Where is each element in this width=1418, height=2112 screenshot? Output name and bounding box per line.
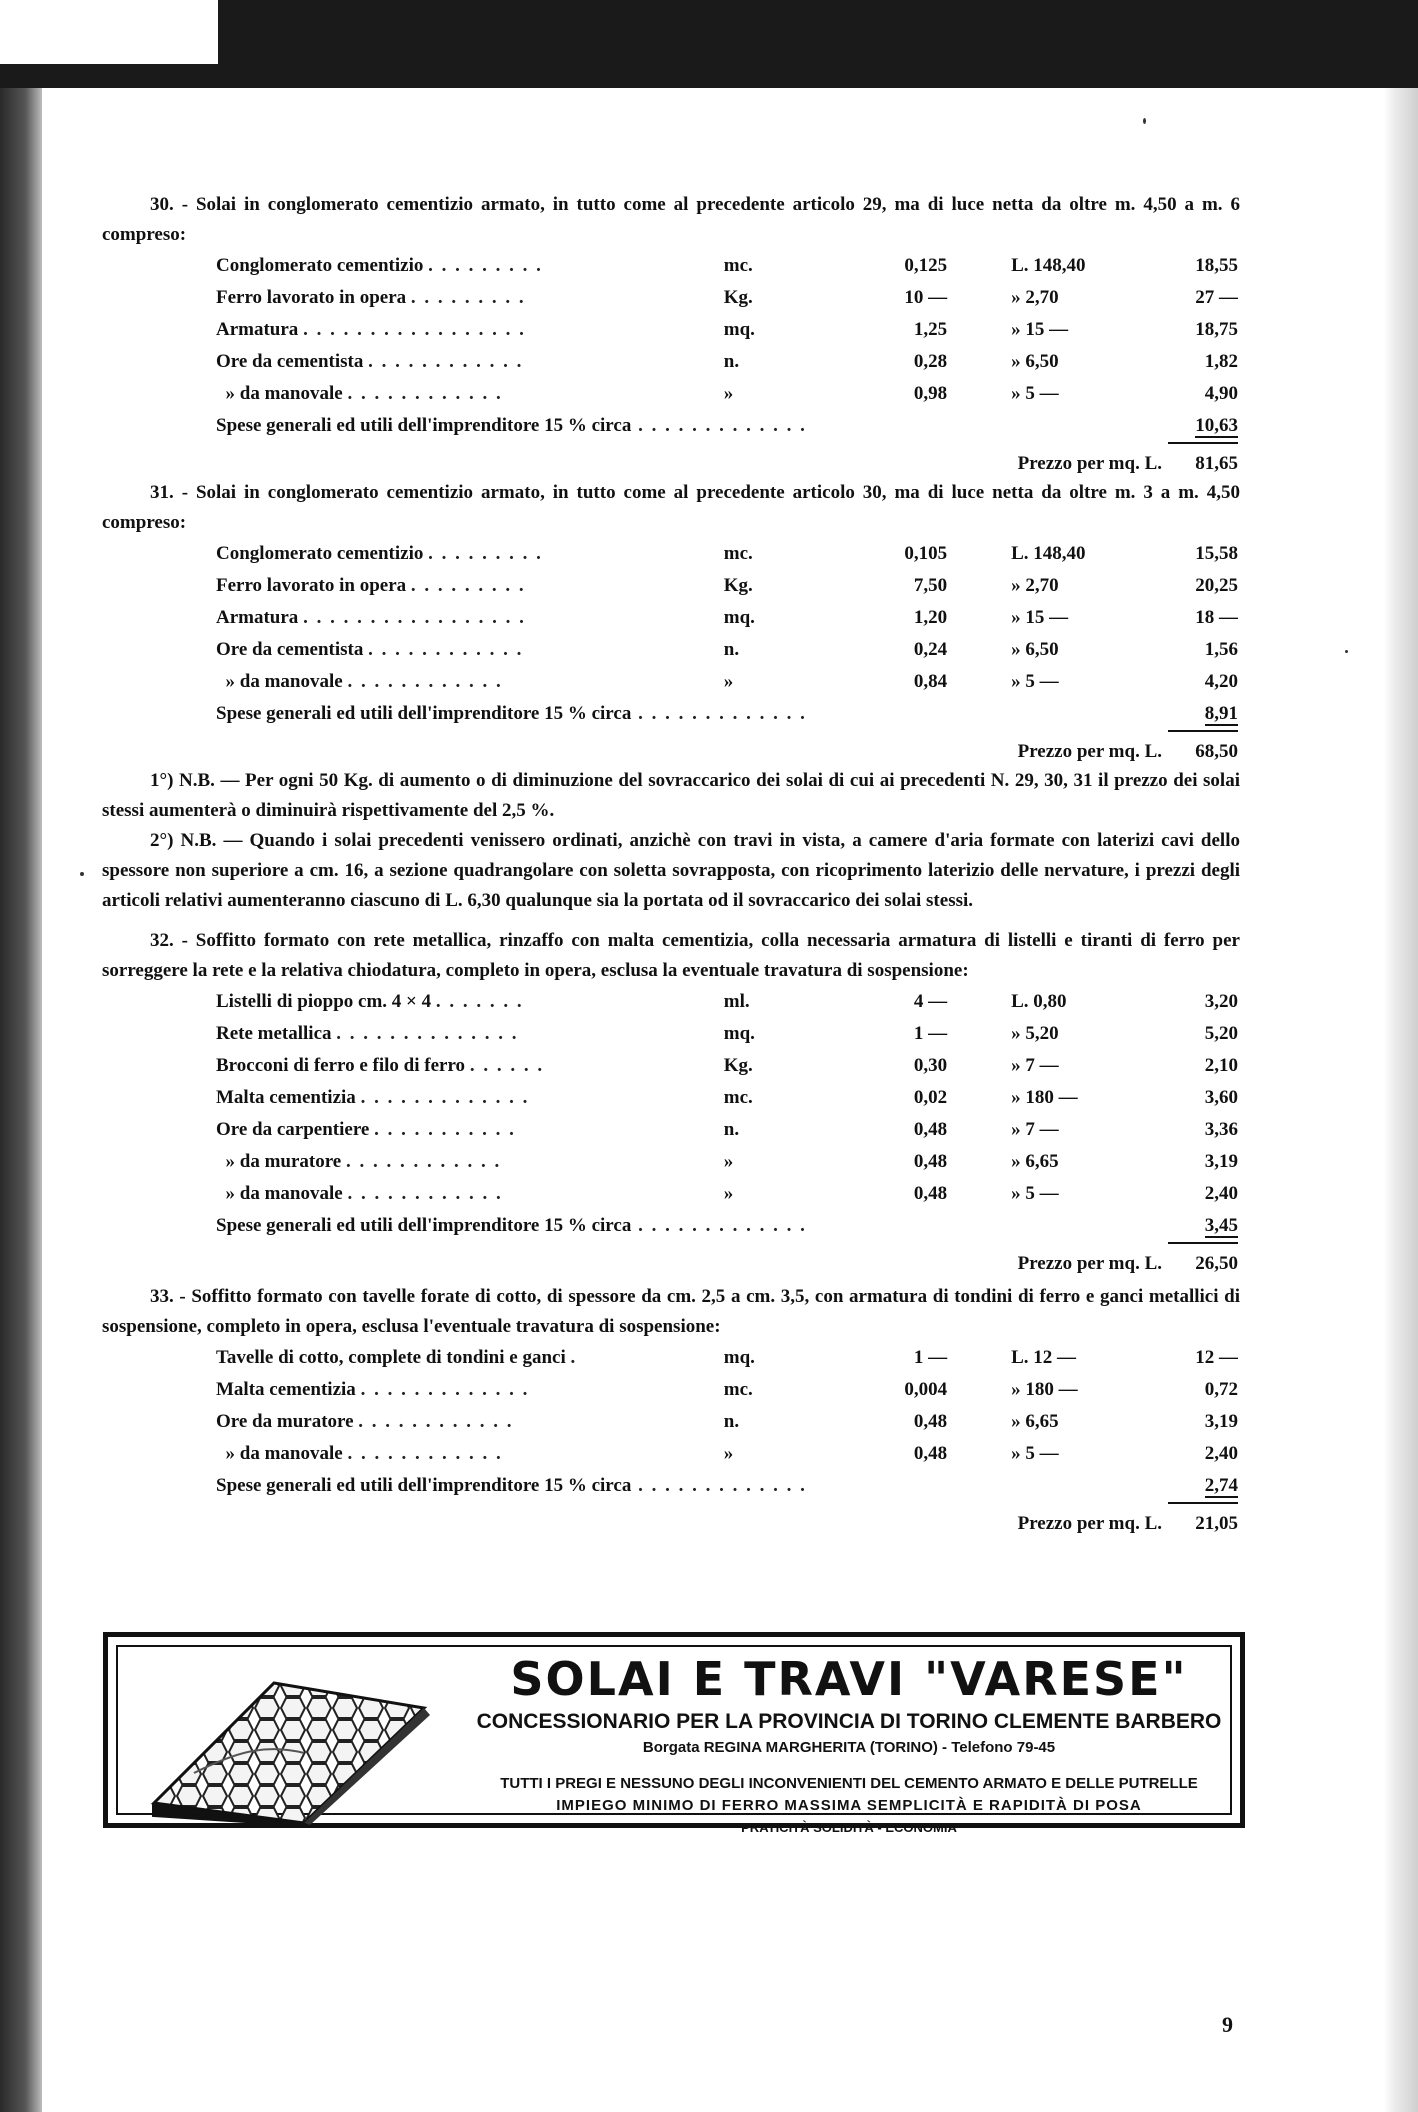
item-heading: 32. - Soffitto formato con rete metallica, rinzaffo con malta cementizia, colla necessaria armatura di listelli e tiranti di ferro per sorreggere la rete e la relativa chiodatura, completo in opera, esclusa la eventuale travatura di sospensione: — [102, 930, 1240, 981]
row-desc: Ore da cementista — [216, 351, 364, 372]
table-row: » da manovale . . . . . . . . . . . . » 0,48 » 5 — 2,40 — [216, 1178, 1238, 1210]
row-price: » 6,50 — [1011, 639, 1059, 660]
row-amount: 27 — — [1195, 287, 1238, 308]
ad-slogan-3: PRATICITÀ SOLIDITÀ - ECONOMIA — [741, 1820, 957, 1835]
row-qty: 10 — — [904, 287, 948, 308]
row-price: L. 148,40 — [1011, 255, 1086, 276]
row-amount: 3,36 — [1204, 1119, 1238, 1140]
item-30 — [102, 190, 1240, 478]
total-line — [102, 1242, 1240, 1278]
row-qty: 0,48 — [913, 1151, 948, 1172]
row-desc: Conglomerato cementizio — [216, 543, 424, 564]
advertisement-box — [103, 1632, 1245, 1835]
row-unit: n. — [723, 351, 740, 372]
row-price: » 5 — — [1011, 1443, 1059, 1464]
table-row: Ore da cementista . . . . . . . . . . . . n. 0,28 » 6,50 1,82 — [216, 346, 1238, 378]
row-price: L. 0,80 — [1011, 991, 1067, 1012]
row-amount: 5,20 — [1204, 1023, 1238, 1044]
row-qty: 0,28 — [913, 351, 948, 372]
total-amount: 68,50 — [1168, 730, 1238, 772]
note-1: 1°) N.B. — Per ogni 50 Kg. di aumento o di diminuzione del sovraccarico dei solai di cui ai precedenti N. 29, 30, 31 il prezzo dei solai stessi aumenterà o diminuirà rispettivamente del 2,5 %. — [102, 770, 1240, 821]
row-unit: Kg. — [723, 575, 753, 596]
table-row: Ore da cementista . . . . . . . . . . . . n. 0,24 » 6,50 1,56 — [216, 634, 1238, 666]
row-amount: 2,40 — [1204, 1183, 1238, 1204]
table-row: » da manovale . . . . . . . . . . . . » 0,84 » 5 — 4,20 — [216, 666, 1238, 698]
note-2: 2°) N.B. — Quando i solai precedenti venissero ordinati, anzichè con travi in vista, a camere d'aria formate con laterizi cavi dello spessore non superiore a cm. 16, a sezione quadrangolare con soletta sovrapposta, con ricoprimento laterizio delle nervature, i prezzi degli articoli relativi aumenteranno ciascuno di L. 6,30 qualunque sia la portata od il sovraccarico dei solai stessi. — [102, 830, 1240, 911]
item-32 — [102, 926, 1240, 1278]
row-desc: » da manovale — [225, 1183, 343, 1204]
ad-concessionaire: CONCESSIONARIO PER LA PROVINCIA DI TORINO CLEMENTE BARBERO — [476, 1710, 1222, 1733]
row-price: » 7 — — [1011, 1055, 1059, 1076]
row-qty: 0,02 — [913, 1087, 948, 1108]
row-desc: Malta cementizia — [216, 1087, 356, 1108]
row-unit: » — [723, 671, 734, 692]
row-price: » 180 — — [1011, 1379, 1078, 1400]
table-row: Brocconi di ferro e filo di ferro . . . . . . Kg. 0,30 » 7 — 2,10 — [216, 1050, 1238, 1082]
item-31 — [102, 478, 1240, 766]
row-qty: 0,48 — [913, 1183, 948, 1204]
cost-table — [216, 1342, 1238, 1502]
overhead-amount: 8,91 — [1204, 703, 1238, 724]
row-desc: Malta cementizia — [216, 1379, 356, 1400]
row-price: » 6,50 — [1011, 351, 1059, 372]
row-qty: 0,30 — [913, 1055, 948, 1076]
item-33 — [102, 1282, 1240, 1538]
row-price: » 5,20 — [1011, 1023, 1059, 1044]
row-qty: 0,84 — [913, 671, 948, 692]
table-row: Ore da carpentiere . . . . . . . . . . . n. 0,48 » 7 — 3,36 — [216, 1114, 1238, 1146]
total-amount: 26,50 — [1168, 1242, 1238, 1284]
row-amount: 3,20 — [1204, 991, 1238, 1012]
table-row: Ferro lavorato in opera . . . . . . . . . Kg. 10 — » 2,70 27 — — [216, 282, 1238, 314]
row-amount: 18,75 — [1195, 319, 1238, 340]
row-amount: 3,19 — [1204, 1411, 1238, 1432]
cost-table — [216, 538, 1238, 730]
row-unit: » — [723, 1151, 734, 1172]
cost-table — [216, 250, 1238, 442]
row-unit: Kg. — [723, 1055, 753, 1076]
notes — [102, 766, 1240, 916]
table-row: » da manovale . . . . . . . . . . . . » 0,48 » 5 — 2,40 — [216, 1438, 1238, 1470]
total-line — [102, 1502, 1240, 1538]
row-unit: » — [723, 383, 734, 404]
page-content — [102, 190, 1240, 1538]
scan-border-left — [0, 88, 42, 2112]
item-heading: 33. - Soffitto formato con tavelle forate di cotto, di spessore da cm. 2,5 a cm. 3,5, con armatura di tondini di ferro e ganci metallici di sospensione, completo in opera, esclusa l'eventuale travatura di sospensione: — [102, 1286, 1240, 1337]
row-qty: 4 — — [913, 991, 948, 1012]
row-qty: 0,48 — [913, 1119, 948, 1140]
row-desc: » da manovale — [225, 671, 343, 692]
row-qty: 0,105 — [904, 543, 948, 564]
row-desc: » da manovale — [225, 383, 343, 404]
table-row: Conglomerato cementizio . . . . . . . . . mc. 0,105 L. 148,40 15,58 — [216, 538, 1238, 570]
row-price: » 6,65 — [1011, 1151, 1059, 1172]
table-row: Tavelle di cotto, complete di tondini e ganci . mq. 1 — L. 12 — 12 — — [216, 1342, 1238, 1374]
table-row: Ore da muratore . . . . . . . . . . . . n. 0,48 » 6,65 3,19 — [216, 1406, 1238, 1438]
overhead-amount: 2,74 — [1204, 1475, 1238, 1496]
row-amount: 2,10 — [1204, 1055, 1238, 1076]
table-row: Ferro lavorato in opera . . . . . . . . . Kg. 7,50 » 2,70 20,25 — [216, 570, 1238, 602]
row-qty: 1,20 — [913, 607, 948, 628]
ad-slogan-2: IMPIEGO MINIMO DI FERRO MASSIMA SEMPLICITÀ E RAPIDITÀ DI POSA — [556, 1797, 1142, 1814]
table-row: » da muratore . . . . . . . . . . . . » 0,48 » 6,65 3,19 — [216, 1146, 1238, 1178]
table-row-overhead: Spese generali ed utili dell'imprenditore 15 % circa . . . . . . . . . . . . . 3,45 — [216, 1215, 1238, 1236]
row-unit: n. — [723, 639, 740, 660]
row-amount: 3,60 — [1204, 1087, 1238, 1108]
row-amount: 4,90 — [1204, 383, 1238, 404]
row-unit: mc. — [723, 1379, 753, 1400]
row-amount: 12 — — [1195, 1347, 1238, 1368]
row-price: » 15 — — [1011, 607, 1069, 628]
row-amount: 18 — — [1195, 607, 1238, 628]
total-label: Prezzo per mq. L. — [1017, 741, 1162, 762]
overhead-amount: 10,63 — [1195, 415, 1238, 436]
row-unit: » — [723, 1443, 734, 1464]
scan-speck — [1345, 650, 1348, 653]
row-qty: 1,25 — [913, 319, 948, 340]
row-price: » 180 — — [1011, 1087, 1078, 1108]
item-heading: 31. - Solai in conglomerato cementizio armato, in tutto come al precedente articolo 30, ma di luce netta da oltre m. 3 a m. 4,50 compreso: — [102, 482, 1240, 533]
ad-slogan-1: TUTTI I PREGI E NESSUNO DEGLI INCONVENIENTI DEL CEMENTO ARMATO E DELLE PUTRELLE — [500, 1775, 1198, 1792]
table-row-overhead: Spese generali ed utili dell'imprenditore 15 % circa . . . . . . . . . . . . . 2,74 — [216, 1475, 1238, 1496]
row-amount: 15,58 — [1195, 543, 1238, 564]
row-qty: 0,98 — [913, 383, 948, 404]
cost-table — [216, 986, 1238, 1242]
scan-border-right — [1384, 88, 1418, 2112]
row-unit: mq. — [723, 607, 755, 628]
row-amount: 18,55 — [1195, 255, 1238, 276]
row-desc: Tavelle di cotto, complete di tondini e ganci — [216, 1347, 566, 1368]
row-price: L. 148,40 — [1011, 543, 1086, 564]
row-price: » 6,65 — [1011, 1411, 1059, 1432]
table-row: Rete metallica . . . . . . . . . . . . . . mq. 1 — » 5,20 5,20 — [216, 1018, 1238, 1050]
table-row: Armatura . . . . . . . . . . . . . . . . . mq. 1,20 » 15 — 18 — — [216, 602, 1238, 634]
row-desc: Conglomerato cementizio — [216, 255, 424, 276]
row-price: » 7 — — [1011, 1119, 1059, 1140]
total-label: Prezzo per mq. L. — [1017, 1513, 1162, 1534]
overhead-desc: Spese generali ed utili dell'imprenditore 15 % circa — [216, 703, 632, 724]
table-row: Armatura . . . . . . . . . . . . . . . . . mq. 1,25 » 15 — 18,75 — [216, 314, 1238, 346]
row-unit: mc. — [723, 255, 753, 276]
scan-speck — [80, 872, 84, 876]
row-unit: » — [723, 1183, 734, 1204]
scan-border-notch — [0, 0, 218, 64]
total-amount: 81,65 — [1168, 442, 1238, 484]
total-label: Prezzo per mq. L. — [1017, 453, 1162, 474]
row-desc: Ore da carpentiere — [216, 1119, 370, 1140]
row-unit: n. — [723, 1119, 740, 1140]
overhead-desc: Spese generali ed utili dell'imprenditore 15 % circa — [216, 1475, 632, 1496]
total-label: Prezzo per mq. L. — [1017, 1253, 1162, 1274]
row-desc: » da muratore — [225, 1151, 342, 1172]
row-unit: mq. — [723, 1023, 755, 1044]
row-qty: 0,125 — [904, 255, 948, 276]
row-amount: 3,19 — [1204, 1151, 1238, 1172]
row-amount: 20,25 — [1195, 575, 1238, 596]
row-desc: Armatura — [216, 607, 299, 628]
page-number: 9 — [1222, 2012, 1233, 2037]
row-unit: n. — [723, 1411, 740, 1432]
total-line — [102, 730, 1240, 766]
ad-title: SOLAI E TRAVI "VARESE" — [510, 1652, 1188, 1706]
row-qty: 7,50 — [913, 575, 948, 596]
row-price: » 15 — — [1011, 319, 1069, 340]
table-row: Malta cementizia . . . . . . . . . . . . . mc. 0,02 » 180 — 3,60 — [216, 1082, 1238, 1114]
row-amount: 1,82 — [1204, 351, 1238, 372]
row-qty: 0,48 — [913, 1443, 948, 1464]
ad-address: Borgata REGINA MARGHERITA (TORINO) - Telefono 79-45 — [642, 1739, 1056, 1756]
row-unit: Kg. — [723, 287, 753, 308]
row-price: » 2,70 — [1011, 287, 1059, 308]
row-desc: Listelli di pioppo cm. 4 × 4 — [216, 991, 432, 1012]
table-row-overhead: Spese generali ed utili dell'imprenditore 15 % circa . . . . . . . . . . . . . 10,63 — [216, 415, 1238, 436]
row-price: » 2,70 — [1011, 575, 1059, 596]
scan-speck — [1143, 118, 1146, 124]
table-row: Conglomerato cementizio . . . . . . . . . mc. 0,125 L. 148,40 18,55 — [216, 250, 1238, 282]
overhead-amount: 3,45 — [1204, 1215, 1238, 1236]
table-row: » da manovale . . . . . . . . . . . . » 0,98 » 5 — 4,90 — [216, 378, 1238, 410]
row-unit: mq. — [723, 1347, 755, 1368]
row-unit: mc. — [723, 1087, 753, 1108]
row-desc: Brocconi di ferro e filo di ferro — [216, 1055, 466, 1076]
total-amount: 21,05 — [1168, 1502, 1238, 1544]
row-price: » 5 — — [1011, 383, 1059, 404]
table-row: Listelli di pioppo cm. 4 × 4 . . . . . . . ml. 4 — L. 0,80 3,20 — [216, 986, 1238, 1018]
row-desc: Ferro lavorato in opera — [216, 287, 407, 308]
row-amount: 0,72 — [1204, 1379, 1238, 1400]
row-qty: 1 — — [913, 1023, 948, 1044]
row-desc: Ore da muratore — [216, 1411, 354, 1432]
row-desc: Rete metallica — [216, 1023, 332, 1044]
row-amount: 1,56 — [1204, 639, 1238, 660]
row-desc: Ore da cementista — [216, 639, 364, 660]
total-line — [102, 442, 1240, 478]
row-qty: 0,24 — [913, 639, 948, 660]
row-qty: 0,48 — [913, 1411, 948, 1432]
row-desc: » da manovale — [225, 1443, 343, 1464]
row-unit: ml. — [723, 991, 750, 1012]
overhead-desc: Spese generali ed utili dell'imprenditore 15 % circa — [216, 415, 632, 436]
advertisement-text — [464, 1651, 1234, 1839]
row-unit: mq. — [723, 319, 755, 340]
row-qty: 0,004 — [904, 1379, 948, 1400]
row-amount: 4,20 — [1204, 671, 1238, 692]
table-row-overhead: Spese generali ed utili dell'imprenditore 15 % circa . . . . . . . . . . . . . 8,91 — [216, 703, 1238, 724]
table-row: Malta cementizia . . . . . . . . . . . . . mc. 0,004 » 180 — 0,72 — [216, 1374, 1238, 1406]
row-price: » 5 — — [1011, 671, 1059, 692]
floor-slab-illustration — [124, 1653, 444, 1825]
row-amount: 2,40 — [1204, 1443, 1238, 1464]
overhead-desc: Spese generali ed utili dell'imprenditore 15 % circa — [216, 1215, 632, 1236]
row-qty: 1 — — [913, 1347, 948, 1368]
row-price: L. 12 — — [1011, 1347, 1077, 1368]
row-price: » 5 — — [1011, 1183, 1059, 1204]
row-unit: mc. — [723, 543, 753, 564]
row-desc: Ferro lavorato in opera — [216, 575, 407, 596]
item-heading: 30. - Solai in conglomerato cementizio armato, in tutto come al precedente articolo 29, ma di luce netta da oltre m. 4,50 a m. 6 compreso: — [102, 194, 1240, 245]
row-desc: Armatura — [216, 319, 299, 340]
